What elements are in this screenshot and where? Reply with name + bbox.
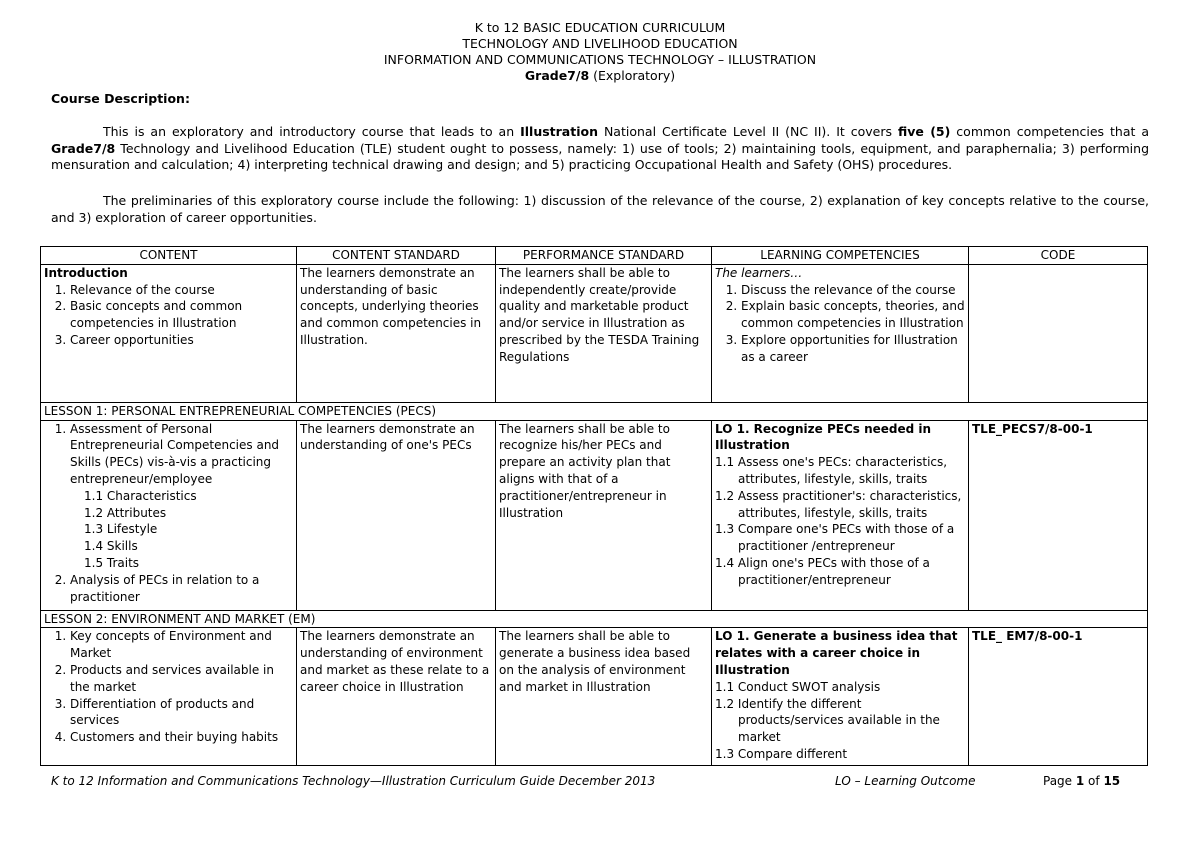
intro-content-cell [41,264,297,402]
lesson-2-learning-competencies [712,628,969,766]
lesson-1-code: TLE_PECS7/8-00-1 [969,420,1148,610]
p1-text-a: This is an exploratory and introductory course that leads to an [103,124,521,139]
lesson-1-content-standard: The learners demonstrate an understanding of one's PECs [297,420,496,610]
intro-performance-standard: The learners shall be able to independently create/provide quality and marketable product and/or service in Illustration as prescribed by the TESDA Training Regulations [496,264,712,402]
list-item: 2. Basic concepts and common competencies in Illustration [70,298,293,332]
list-item: 3. Differentiation of products and services [70,696,293,730]
intro-title: Introduction [44,265,128,280]
grade-note: (Exploratory) [589,68,676,83]
list-item-text: Assessment of Personal Entrepreneurial Competencies and Skills (PECs) vis-à-vis a practicing entrepreneur/employee [70,421,280,486]
p1-text-c: National Certificate Level II (NC II). It covers [598,124,898,139]
p1-text-f: Grade7/8 [51,140,116,156]
course-description-paragraph-1 [51,124,1149,174]
list-item: 1.4 Skills [84,539,138,554]
lesson-2-content-standard: The learners demonstrate an understanding of environment and market as these relate to a career choice in Illustration [297,628,496,766]
list-item: 3. Explore opportunities for Illustration as a career [741,332,965,366]
footer-page-number [1043,774,1120,788]
list-item: 1.1 Characteristics [84,488,197,503]
header-content: CONTENT [41,247,297,265]
page-total: 15 [1103,774,1121,788]
page-of: of [1084,774,1104,788]
lesson-2-title-row [41,610,1148,628]
list-item: 1.1 Assess one's PECs: characteristics, attributes, lifestyle, skills, traits [715,455,948,486]
lesson-2-lo-title: LO 1. Generate a business idea that relates with a career choice in Illustration [715,629,958,677]
p1-text-g: Technology and Livelihood Education (TLE) student ought to possess, namely: 1) use of tools; 2) maintaining tools, equipment, and paraphernalia; 3) performing mensuration and calculation; 4) interpreting technical drawing and design; and 5) practicing Occupational Health and Safety (OHS) procedures. [51,140,1149,172]
intro-lc-lead: The learners… [715,265,803,280]
page-prefix: Page [1043,774,1076,788]
lesson-1-sub-list [70,488,293,572]
lesson-2-performance-standard: The learners shall be able to generate a business idea based on the analysis of environment and market in Illustration [496,628,712,766]
header-line-3: INFORMATION AND COMMUNICATIONS TECHNOLOGY – ILLUSTRATION [383,52,817,67]
header-performance-standard: PERFORMANCE STANDARD [496,247,712,265]
header-line-2: TECHNOLOGY AND LIVELIHOOD EDUCATION [462,36,738,51]
list-item: 1. Relevance of the course [70,282,293,299]
list-item: 1.1 Conduct SWOT analysis [715,679,881,694]
intro-lc-list [715,282,965,366]
grade-label: Grade7/8 [524,68,590,83]
list-item: 1.3 Compare one's PECs with those of a practitioner /entrepreneur [715,522,955,554]
intro-content-standard: The learners demonstrate an understanding of basic concepts, underlying theories and common competencies in Illustration. [297,264,496,402]
lesson-1-lo-title: LO 1. Recognize PECs needed in Illustration [715,421,932,453]
intro-learning-competencies [712,264,969,402]
course-description-label: Course Description: [51,91,190,106]
intro-code [969,264,1148,402]
list-item [70,421,293,572]
list-item: 1.3 Compare different [715,746,848,761]
list-item: 3. Career opportunities [70,332,293,349]
table-row-introduction [41,264,1148,402]
list-item: 1. Discuss the relevance of the course [741,282,965,299]
lesson-1-performance-standard: The learners shall be able to recognize his/her PECs and prepare an activity plan that aligns with that of a practitioner/entrepreneur in Illustration [496,420,712,610]
document-header [0,20,1200,84]
table-row-lesson-2 [41,628,1148,766]
lesson-1-title-row [41,402,1148,420]
p1-text-d: five (5) [897,124,951,139]
list-item: 1.4 Align one's PECs with those of a practitioner/entrepreneur [715,555,930,587]
p1-text-b: Illustration [520,124,598,139]
lesson-2-code: TLE_ EM7/8-00-1 [969,628,1148,766]
lesson-1-content [41,420,297,610]
lesson-2-title: LESSON 2: ENVIRONMENT AND MARKET (EM) [41,610,1148,628]
list-item: 1. Key concepts of Environment and Market [70,628,293,662]
list-item: 1.2 Assess practitioner's: characteristics, attributes, lifestyle, skills, traits [715,488,962,520]
intro-content-list [44,282,293,349]
footer-lo-legend: LO – Learning Outcome [835,774,976,788]
lesson-2-content [41,628,297,766]
list-item: 1.2 Identify the different products/services available in the market [715,696,940,745]
header-code: CODE [969,247,1148,265]
course-description-paragraph-2: The preliminaries of this exploratory course include the following: 1) discussion of the relevance of the course, 2) explanation of key concepts relative to the course, and 3) exploration of career opportunities. [51,193,1149,225]
p1-text-e: common competencies that a [950,124,1150,139]
lesson-2-content-list [44,628,293,746]
lesson-1-content-list [44,421,293,606]
list-item: 1.2 Attributes [84,505,167,520]
curriculum-table [40,246,1148,766]
header-content-standard: CONTENT STANDARD [297,247,496,265]
list-item: 2. Analysis of PECs in relation to a practitioner [70,572,293,606]
table-header-row [41,247,1148,265]
header-line-4 [0,68,1200,84]
header-learning-competencies: LEARNING COMPETENCIES [712,247,969,265]
header-line-1: K to 12 BASIC EDUCATION CURRICULUM [474,20,726,35]
footer-guide-title: K to 12 Information and Communications Technology—Illustration Curriculum Guide December 2013 [51,774,656,788]
lesson-1-learning-competencies [712,420,969,610]
list-item: 1.3 Lifestyle [84,522,158,537]
lesson-1-title: LESSON 1: PERSONAL ENTREPRENEURIAL COMPETENCIES (PECS) [41,402,1148,420]
list-item: 4. Customers and their buying habits [70,729,293,746]
list-item: 2. Explain basic concepts, theories, and common competencies in Illustration [741,298,965,332]
list-item: 2. Products and services available in the market [70,662,293,696]
page-current: 1 [1075,774,1085,788]
table-row-lesson-1 [41,420,1148,610]
list-item: 1.5 Traits [84,555,140,570]
